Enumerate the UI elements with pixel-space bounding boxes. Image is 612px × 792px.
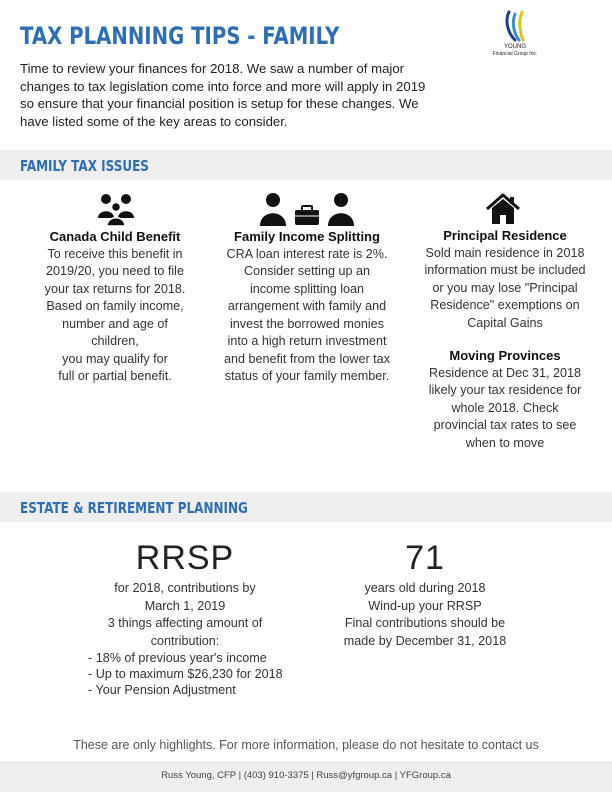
page-title: TAX PLANNING TIPS - FAMILY bbox=[20, 22, 340, 50]
family-section-band bbox=[0, 150, 612, 180]
child-benefit-line: To receive this benefit in bbox=[47, 246, 183, 261]
principal-residence-title: Principal Residence bbox=[443, 228, 567, 243]
principal-residence-line: information must be included bbox=[424, 263, 586, 277]
age-71-line: Final contributions should be bbox=[344, 616, 506, 630]
rrsp-section bbox=[85, 538, 285, 650]
principal-residence-section bbox=[420, 227, 590, 332]
age-71-section bbox=[330, 538, 520, 650]
logo-subtitle: Financial Group Inc. bbox=[492, 51, 538, 57]
child-benefit-line: 2019/20, you need to file bbox=[46, 264, 184, 278]
moving-provinces-section bbox=[420, 347, 590, 452]
age-71-line: Wind-up your RRSP bbox=[368, 598, 482, 613]
child-benefit-line: full or partial benefit. bbox=[58, 369, 172, 383]
family-section-title: FAMILY TAX ISSUES bbox=[20, 157, 149, 175]
family-icon bbox=[97, 192, 135, 226]
rrsp-line: 3 things affecting amount of bbox=[107, 616, 263, 630]
income-splitting-line: invest the borrowed monies bbox=[229, 316, 384, 331]
moving-provinces-title: Moving Provinces bbox=[449, 348, 561, 363]
moving-provinces-line: provincial tax rates to see bbox=[433, 418, 577, 432]
rrsp-bullet-list bbox=[88, 650, 283, 698]
child-benefit-section bbox=[35, 228, 195, 386]
child-benefit-title: Canada Child Benefit bbox=[49, 229, 181, 244]
moving-provinces-line: whole 2018. Check bbox=[451, 400, 559, 415]
income-splitting-line: Consider setting up an bbox=[243, 264, 371, 278]
income-splitting-line: and benefit from the lower tax bbox=[224, 351, 390, 366]
income-splitting-line: into a high return investment bbox=[227, 334, 387, 348]
principal-residence-line: or you may lose "Principal bbox=[432, 280, 578, 295]
age-71-heading: 71 bbox=[405, 539, 445, 577]
logo-name: YOUNG bbox=[503, 44, 526, 50]
moving-provinces-line: when to move bbox=[465, 435, 545, 450]
principal-residence-line: Residence" exemptions on bbox=[430, 298, 580, 312]
child-benefit-line: Based on family income, bbox=[46, 299, 184, 313]
company-logo bbox=[470, 10, 560, 70]
child-benefit-line: you may qualify for bbox=[62, 351, 168, 366]
rrsp-heading: RRSP bbox=[135, 539, 235, 577]
list-item: - Up to maximum $26,230 for 2018 bbox=[88, 667, 283, 681]
estate-section-title: ESTATE & RETIREMENT PLANNING bbox=[20, 499, 248, 517]
moving-provinces-line: likely your tax residence for bbox=[428, 383, 582, 397]
footer-band bbox=[0, 761, 612, 792]
intro-paragraph: Time to review your finances for 2018. We saw a number of major changes to tax legislation come into force and more will apply in 2019 so ensure that your financial position is setup for these changes. We have listed some of the key areas to consider. bbox=[20, 61, 426, 129]
age-71-line: years old during 2018 bbox=[364, 581, 486, 595]
moving-provinces-line: Residence at Dec 31, 2018 bbox=[429, 365, 581, 380]
income-splitting-line: income splitting loan bbox=[249, 281, 365, 296]
house-icon bbox=[485, 193, 521, 225]
logo-swoosh-icon bbox=[495, 10, 535, 44]
income-splitting-line: CRA loan interest rate is 2%. bbox=[226, 246, 388, 261]
list-item: - Your Pension Adjustment bbox=[88, 683, 236, 697]
child-benefit-line: your tax returns for 2018. bbox=[44, 281, 186, 296]
footer-contact: Russ Young, CFP | (403) 910-3375 | Russ@yfgroup.ca | YFGroup.ca bbox=[161, 770, 451, 781]
principal-residence-line: Capital Gains bbox=[467, 315, 543, 330]
child-benefit-line: number and age of bbox=[62, 316, 168, 331]
rrsp-line: for 2018, contributions by bbox=[114, 581, 256, 595]
rrsp-line: March 1, 2019 bbox=[144, 598, 226, 613]
income-splitting-line: status of your family member. bbox=[224, 369, 390, 383]
income-splitting-section bbox=[212, 228, 402, 386]
income-splitting-line: arrangement with family and bbox=[227, 299, 387, 313]
estate-section-band bbox=[0, 492, 612, 522]
list-item: - 18% of previous year's income bbox=[88, 651, 267, 665]
principal-residence-line: Sold main residence in 2018 bbox=[425, 245, 585, 260]
child-benefit-line: children, bbox=[91, 334, 139, 348]
people-briefcase-icon bbox=[259, 192, 355, 226]
income-splitting-title: Family Income Splitting bbox=[234, 229, 380, 244]
closing-note: These are only highlights. For more information, please do not hesitate to contact us bbox=[73, 738, 539, 752]
age-71-line: made by December 31, 2018 bbox=[343, 633, 507, 648]
rrsp-line: contribution: bbox=[150, 633, 220, 648]
